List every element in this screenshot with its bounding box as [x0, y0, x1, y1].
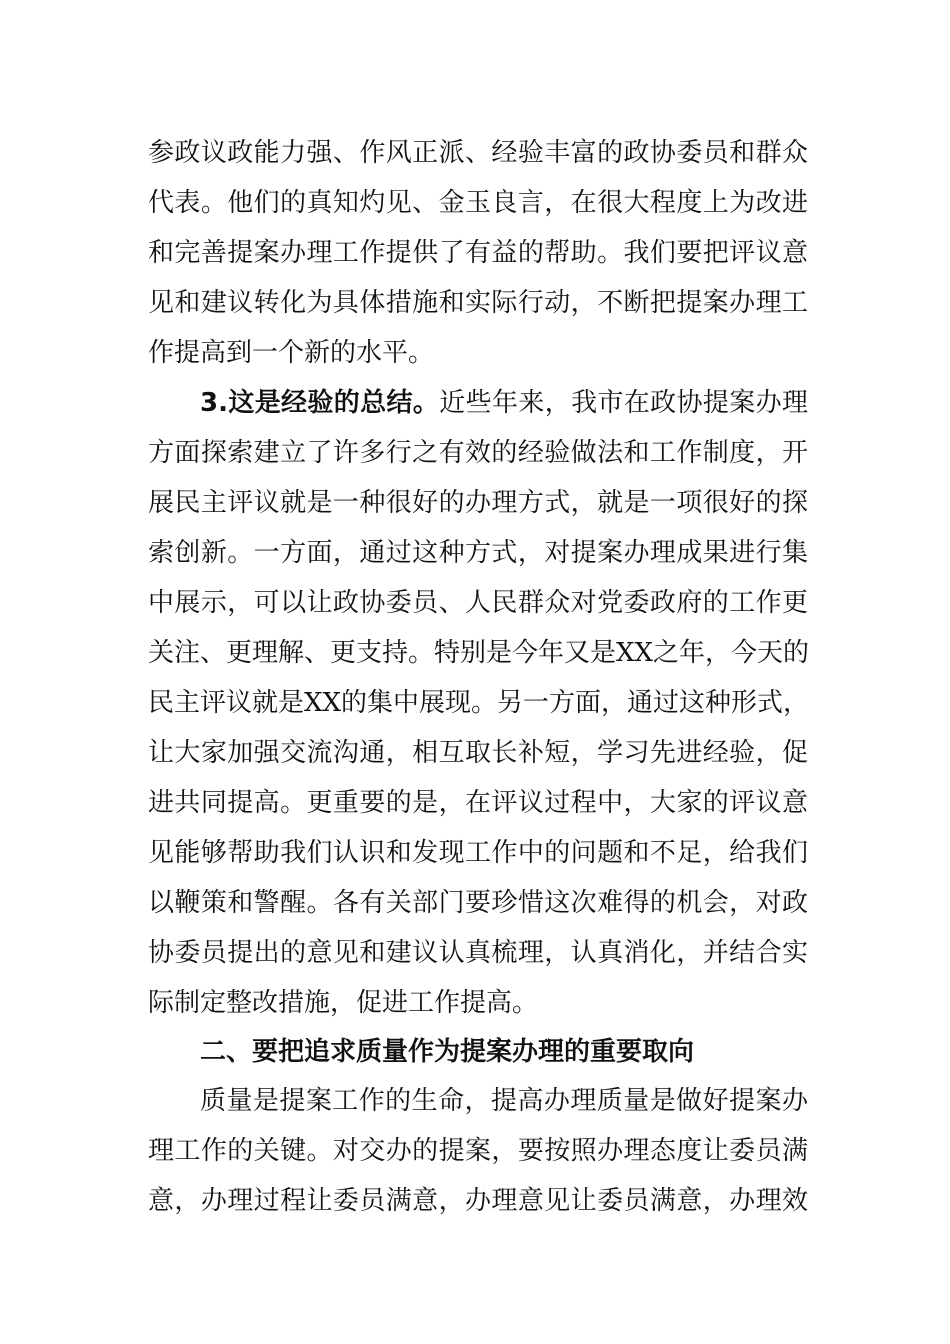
para1-line-5: 作提高到一个新的水平。 [148, 338, 435, 368]
para3-line-1: 质量是提案工作的生命，提高办理质量是做好提案办 [200, 1086, 808, 1116]
para1-line-2: 代表。他们的真知灼见、金玉良言，在很大程度上为改进 [148, 188, 808, 218]
para1-line-3: 和完善提案办理工作提供了有益的帮助。我们要把评议意 [148, 238, 808, 268]
para3-line-2: 理工作的关键。对交办的提案，要按照办理态度让委员满 [148, 1136, 808, 1166]
para2-line-12: 协委员提出的意见和建议认真梳理，认真消化，并结合实 [148, 938, 808, 968]
para2-line-1-rest: 近些年来，我市在政协提案办理 [439, 388, 808, 418]
para2-line-8: 让大家加强交流沟通，相互取长补短，学习先进经验，促 [148, 738, 808, 768]
para2-line-5: 中展示，可以让政协委员、人民群众对党委政府的工作更 [148, 588, 808, 618]
para2-lead: 3.这是经验的总结。 [200, 388, 440, 418]
para2-line-2: 方面探索建立了许多行之有效的经验做法和工作制度，开 [148, 438, 808, 468]
para2-line-10: 见能够帮助我们认识和发现工作中的问题和不足，给我们 [148, 838, 808, 868]
para2-line-7: 民主评议就是XX的集中展现。另一方面，通过这种形式， [148, 688, 810, 718]
para2-line-6: 关注、更理解、更支持。特别是今年又是XX之年，今天的 [148, 638, 810, 668]
para2-line-9: 进共同提高。更重要的是，在评议过程中，大家的评议意 [148, 788, 808, 818]
para1-line-4: 见和建议转化为具体措施和实际行动，不断把提案办理工 [148, 288, 808, 318]
para2-line-3: 展民主评议就是一种很好的办理方式，就是一项很好的探 [148, 488, 808, 518]
para2-line-11: 以鞭策和警醒。各有关部门要珍惜这次难得的机会，对政 [148, 888, 808, 918]
para2-line-4: 索创新。一方面，通过这种方式，对提案办理成果进行集 [148, 538, 808, 568]
para3-line-3: 意，办理过程让委员满意，办理意见让委员满意，办理效 [148, 1186, 808, 1216]
para1-line-1: 参政议政能力强、作风正派、经验丰富的政协委员和群众 [148, 138, 808, 168]
section-heading: 二、要把追求质量作为提案办理的重要取向 [200, 1037, 695, 1067]
para2-line-13: 际制定整改措施，促进工作提高。 [148, 988, 539, 1018]
para2-line-1 [200, 386, 808, 420]
